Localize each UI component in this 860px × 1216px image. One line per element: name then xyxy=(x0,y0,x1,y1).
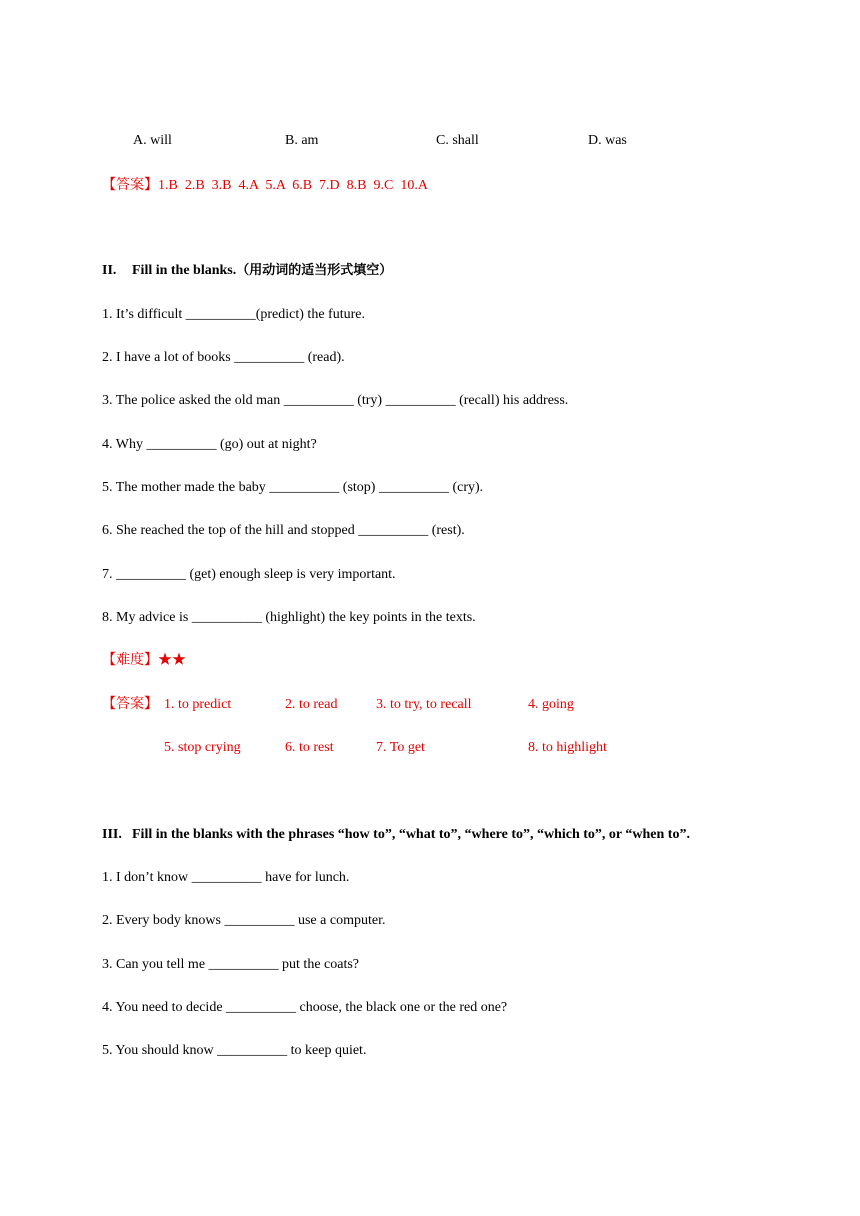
exercise-item: 3. The police asked the old man __________ (try) __________ (recall) his address. xyxy=(102,393,569,408)
difficulty-line xyxy=(102,652,186,670)
answer-item: 8. to highlight xyxy=(528,740,607,755)
exercise-item: 7. __________ (get) enough sleep is very important. xyxy=(102,567,396,582)
section-number: III. xyxy=(102,827,122,842)
section-title: Fill in the blanks. xyxy=(132,263,237,278)
answer-text: 1.B 2.B 3.B 4.A 5.A 6.B 7.D 8.B 9.C 10.A xyxy=(158,178,428,193)
answer-tag: 【答案】 xyxy=(102,697,158,712)
exercise-item: 4. Why __________ (go) out at night? xyxy=(102,437,317,452)
exercise-item: 3. Can you tell me __________ put the coats? xyxy=(102,957,360,972)
option-c: C. shall xyxy=(436,133,479,148)
section-title: Fill in the blanks with the phrases “how to”, “what to”, “where to”, “which to”, or “when to”. xyxy=(132,827,690,842)
answer-item: 5. stop crying xyxy=(164,740,241,755)
difficulty-tag: 【难度】 xyxy=(102,653,158,668)
exercise-item: 6. She reached the top of the hill and stopped __________ (rest). xyxy=(102,523,465,538)
option-d: D. was xyxy=(588,133,627,148)
exercise-item: 2. I have a lot of books __________ (read). xyxy=(102,350,345,365)
answer-item: 3. to try, to recall xyxy=(376,697,472,712)
answer-item: 1. to predict xyxy=(164,697,232,712)
section1-answer-line xyxy=(102,177,428,195)
answer-item: 6. to rest xyxy=(285,740,334,755)
section3-heading xyxy=(102,826,690,844)
option-b: B. am xyxy=(285,133,319,148)
option-a: A. will xyxy=(133,133,172,148)
exercise-item: 5. You should know __________ to keep quiet. xyxy=(102,1043,367,1058)
exercise-item: 1. It’s difficult __________(predict) the future. xyxy=(102,307,365,322)
section2-heading xyxy=(102,262,392,280)
answer-tag: 【答案】 xyxy=(102,178,158,193)
section-number: II. xyxy=(102,263,117,278)
answer-item: 2. to read xyxy=(285,697,338,712)
exercise-item: 8. My advice is __________ (highlight) the key points in the texts. xyxy=(102,610,476,625)
section-title-cn: （用动词的适当形式填空） xyxy=(236,263,393,278)
exercise-item: 5. The mother made the baby __________ (stop) __________ (cry). xyxy=(102,480,484,495)
exercise-item: 1. I don’t know __________ have for lunch. xyxy=(102,870,350,885)
answer-item: 4. going xyxy=(528,697,574,712)
difficulty-stars: ★★ xyxy=(158,653,186,668)
exercise-item: 2. Every body knows __________ use a computer. xyxy=(102,913,386,928)
exercise-item: 4. You need to decide __________ choose, the black one or the red one? xyxy=(102,1000,508,1015)
answer-item: 7. To get xyxy=(376,740,425,755)
